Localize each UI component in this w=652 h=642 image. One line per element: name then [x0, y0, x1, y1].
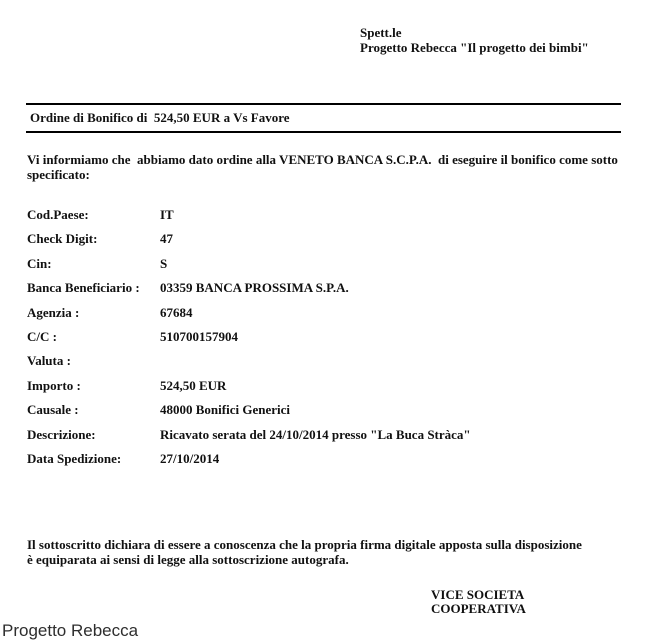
- field-row-cc: [27, 329, 625, 353]
- field-value: 03359 BANCA PROSSIMA S.P.A.: [160, 280, 349, 296]
- field-label: Data Spedizione:: [27, 450, 122, 466]
- field-row-agenzia: [27, 305, 625, 329]
- field-row-importo: [27, 378, 625, 402]
- field-value: 27/10/2014: [160, 450, 220, 466]
- window-caption: Progetto Rebecca: [2, 621, 139, 640]
- field-label: Cod.Paese:: [27, 207, 89, 222]
- signature-block: [431, 588, 526, 616]
- field-value: 510700157904: [160, 328, 238, 344]
- field-label: Banca Beneficiario :: [27, 280, 140, 296]
- field-row-data-spedizione: [27, 451, 625, 475]
- field-row-cin: [27, 256, 625, 280]
- declaration-paragraph: Il sottoscritto dichiara di essere a conoscenza che la propria firma digitale apposta sulla disposizione è equiparata ai sensi di legge alla sottoscrizione autografa.: [27, 537, 586, 567]
- field-row-valuta: [27, 353, 625, 377]
- field-value: Ricavato serata del 24/10/2014 presso "La Buca Stràca": [160, 426, 471, 442]
- field-row-banca-beneficiario: [27, 280, 625, 304]
- field-value: 48000 Bonifici Generici: [160, 402, 290, 418]
- field-label: Causale :: [27, 402, 79, 418]
- field-label: Cin:: [27, 255, 52, 271]
- signature-line1: VICE SOCIETA: [431, 587, 525, 602]
- field-label: Descrizione:: [27, 426, 96, 442]
- intro-paragraph: Vi informiamo che abbiamo dato ordine alla VENETO BANCA S.C.P.A. di eseguire il bonifico come sotto specificato:: [27, 152, 622, 182]
- field-value: S: [160, 255, 168, 271]
- document-title-block: [26, 103, 621, 133]
- field-value: IT: [160, 207, 174, 222]
- field-value: 67684: [160, 304, 193, 320]
- field-value: 47: [160, 231, 173, 247]
- recipient-block: [360, 25, 589, 55]
- field-label: Valuta :: [27, 353, 71, 369]
- field-row-causale: [27, 402, 625, 426]
- recipient-name: Progetto Rebecca "Il progetto dei bimbi": [360, 40, 589, 55]
- field-row-cod-paese: [27, 207, 625, 231]
- field-label: Agenzia :: [27, 304, 80, 320]
- field-label: C/C :: [27, 328, 57, 344]
- signature-line2: COOPERATIVA: [431, 601, 526, 616]
- field-label: Check Digit:: [27, 231, 98, 247]
- recipient-salutation: Spett.le: [360, 25, 402, 40]
- field-row-descrizione: [27, 427, 625, 451]
- field-row-check-digit: [27, 231, 625, 255]
- field-value: 524,50 EUR: [160, 377, 227, 393]
- field-label: Importo :: [27, 377, 81, 393]
- document-title: Ordine di Bonifico di 524,50 EUR a Vs Favore: [30, 110, 290, 125]
- transfer-details-list: [27, 207, 625, 475]
